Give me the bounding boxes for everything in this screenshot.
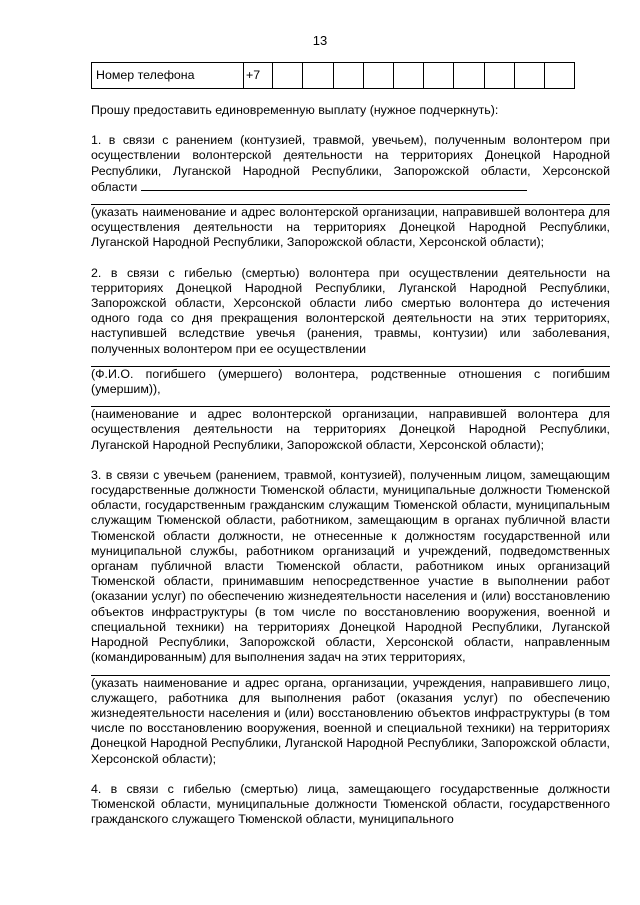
phone-cell[interactable] <box>515 62 545 89</box>
option-1[interactable] <box>91 133 610 195</box>
option-1-hint: (указать наименование и адрес волонтерской организации, направившей волонтера для осуществления деятельности на территориях Донецкой Народной Республики, Луганской Народной Республики, Запорожской области, Херсонской области); <box>91 205 610 250</box>
phone-cell[interactable] <box>545 62 575 89</box>
option-2-hint-1: (Ф.И.О. погибшего (умершего) волонтера, родственные отношения с погибшим (умершим)), <box>91 366 610 397</box>
phone-cell[interactable] <box>273 62 303 89</box>
phone-cell[interactable]: +7 <box>243 62 273 89</box>
request-text: Прошу предоставить единовременную выплату (нужное подчеркнуть): <box>91 103 499 117</box>
phone-cell[interactable] <box>485 62 515 89</box>
phone-cell[interactable] <box>364 62 394 89</box>
phone-cell[interactable] <box>303 62 333 89</box>
phone-cell[interactable] <box>424 62 454 89</box>
option-4[interactable]: 4. в связи с гибелью (смертью) лица, замещающего государственные должности Тюменской области, муниципальные должности Тюменской области, государственного гражданского служащего Тюменской области, муниципального <box>91 781 610 827</box>
phone-cell[interactable] <box>394 62 424 89</box>
option-2-hint-2: (наименование и адрес волонтерской организации, направившей волонтера для осуществления деятельности на территориях Донецкой Народной Республики, Луганской Народной Республики, Запорожской области, Херсонской области); <box>91 407 610 452</box>
option-1-text: 1. в связи с ранением (контузией, травмой, увечьем), полученным волонтером при осуществлении волонтерской деятельности на территориях Донецкой Народной Республики, Луганской Народной Республики, Запорожской области, Херсонской области <box>91 133 610 194</box>
document-body <box>91 103 610 827</box>
page-number: 13 <box>312 33 328 48</box>
phone-cell[interactable] <box>454 62 484 89</box>
option-2[interactable]: 2. в связи с гибелью (смертью) волонтера при осуществлении деятельности на территориях Донецкой Народной Республики, Луганской Народной Республики, Запорожской области, Херсонской области либо смертью волонтера до истечения одного года со дня прекращения волонтерской деятельности на этих территориях, наступившей вследствие увечья (ранения, травмы, контузии) или заболевания, полученных волонтером при ее осуществлении <box>91 265 610 356</box>
phone-number-field[interactable] <box>91 62 575 89</box>
phone-cell[interactable] <box>334 62 364 89</box>
option-3-hint: (указать наименование и адрес органа, организации, учреждения, направившего лицо, служащего, работника для выполнения работ (оказания услуг) по обеспечению жизнедеятельности населения и (или) восстановлению объектов инфраструктуры (в том числе по восстановлению вооружения, военной и специальной техники) на территориях Донецкой Народной Республики, Луганской Народной Республики, Запорожской области, Херсонской области); <box>91 675 610 766</box>
fill-line[interactable] <box>141 179 527 191</box>
option-3[interactable]: 3. в связи с увечьем (ранением, травмой, контузией), полученным лицом, замещающим государственные должности Тюменской области, муниципальные должности Тюменской области, государственным гражданским служащим Тюменской области, муниципальным служащим Тюменской области, работником, замещающим в органах публичной власти Тюменской области должности, не отнесенные к должностям государственной или муниципальной службы, работником организаций и учреждений, подведомственных органам публичной власти Тюменской области, работником иных организаций Тюменской области, принимавшим непосредственное участие в выполнении работ (оказании услуг) по обеспечению жизнедеятельности населения и (или) восстановлению объектов инфраструктуры (в том числе по восстановлению вооружения, военной и специальной техники) на территориях Донецкой Народной Республики, Луганской Народной Республики, Запорожской области, Херсонской области, направленным (командированным) для выполнения задач на этих территориях, <box>91 467 610 665</box>
phone-label: Номер телефона <box>91 62 243 89</box>
phone-cells[interactable] <box>243 62 575 89</box>
